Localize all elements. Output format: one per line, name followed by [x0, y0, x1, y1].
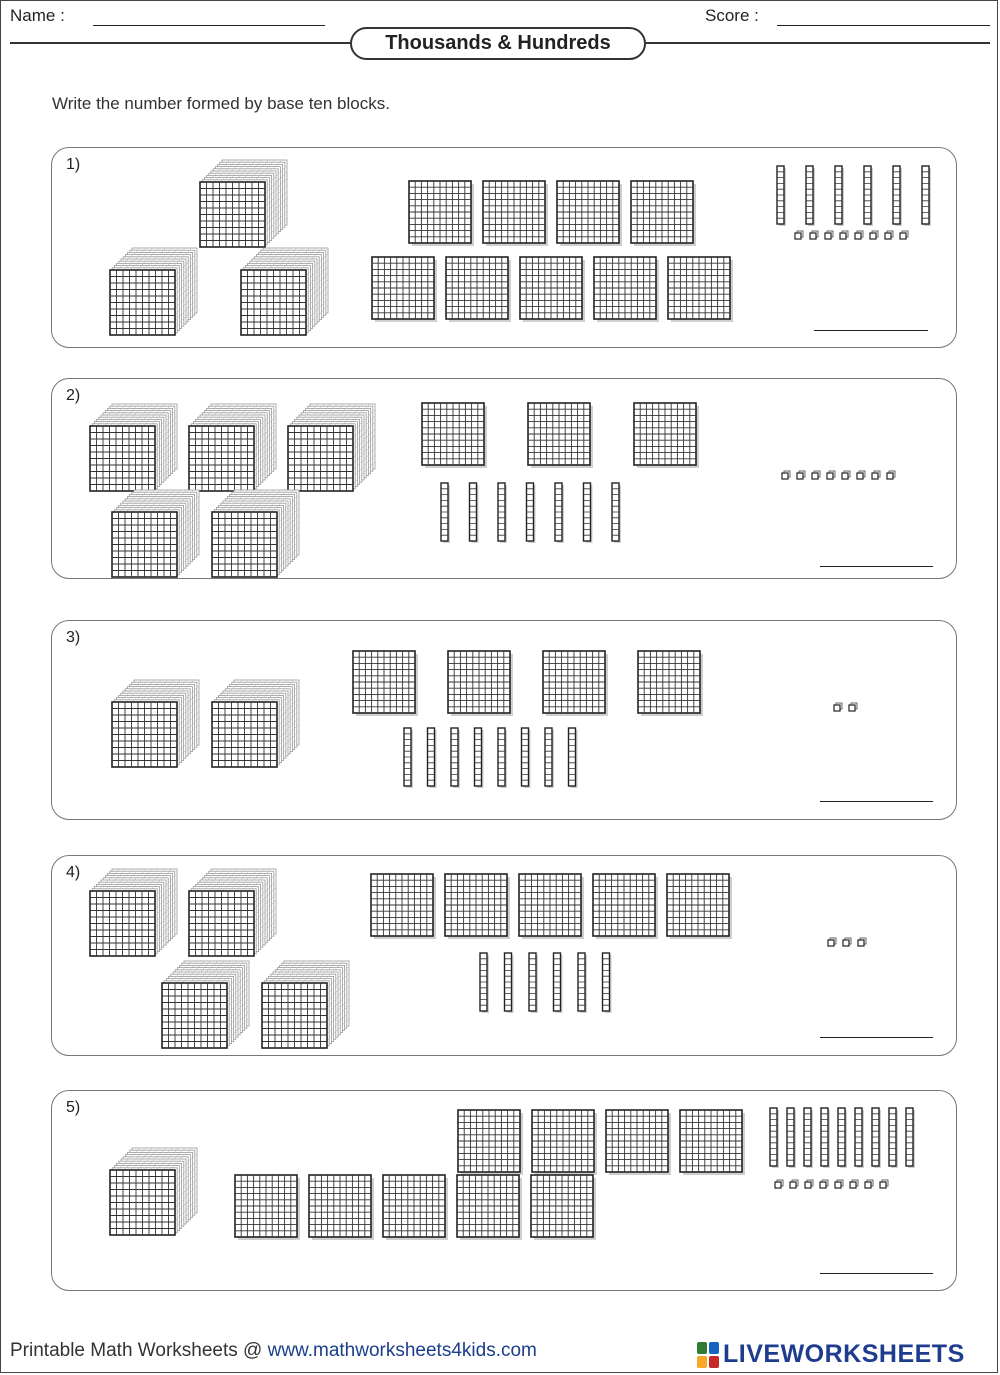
ten-rod: [872, 1108, 881, 1168]
ten-rod: [889, 1108, 898, 1168]
ten-rod: [804, 1108, 813, 1168]
ten-rod: [855, 1108, 864, 1168]
thousand-cube: [200, 160, 287, 247]
hundred-flat: [532, 1110, 597, 1175]
one-unit: [782, 471, 790, 479]
ten-rod: [522, 728, 531, 788]
ten-rod: [922, 166, 931, 226]
one-unit: [865, 1180, 873, 1188]
one-unit: [825, 231, 833, 239]
ten-rod: [821, 1108, 830, 1168]
ten-rod: [906, 1108, 915, 1168]
ten-rod: [545, 728, 554, 788]
one-unit: [843, 938, 851, 946]
footer-credit: [10, 1340, 537, 1362]
hundred-flat: [557, 181, 622, 246]
one-unit: [797, 471, 805, 479]
thousand-cube: [189, 869, 276, 956]
hundred-flat: [483, 181, 548, 246]
one-unit: [870, 231, 878, 239]
ten-rod: [451, 728, 460, 788]
one-unit: [805, 1180, 813, 1188]
ten-rod: [470, 483, 479, 543]
one-unit: [835, 1180, 843, 1188]
thousand-cube: [262, 961, 349, 1048]
one-unit: [810, 231, 818, 239]
instruction-text: Write the number formed by base ten blocks.: [52, 94, 390, 113]
one-unit: [855, 231, 863, 239]
one-unit: [775, 1180, 783, 1188]
hundred-flat: [371, 874, 436, 939]
thousand-cube: [112, 490, 199, 577]
ten-rod: [584, 483, 593, 543]
one-unit: [790, 1180, 798, 1188]
one-unit: [887, 471, 895, 479]
score-label: Score :: [705, 6, 759, 25]
hundred-flat: [445, 874, 510, 939]
hundred-flat: [458, 1110, 523, 1175]
one-unit: [857, 471, 865, 479]
hundred-flat: [668, 257, 733, 322]
hundred-flat: [372, 257, 437, 322]
ten-rod: [498, 728, 507, 788]
liveworksheets-brand-text: LIVEWORKSHEETS: [723, 1340, 965, 1368]
ten-rod: [893, 166, 902, 226]
hundred-flat: [448, 651, 513, 716]
ten-rod: [603, 953, 612, 1013]
ten-rod: [498, 483, 507, 543]
one-unit: [827, 471, 835, 479]
hundred-flat: [667, 874, 732, 939]
thousand-cube: [241, 248, 328, 335]
one-unit: [795, 231, 803, 239]
footer-prefix: Printable Math Worksheets @: [10, 1340, 268, 1361]
ten-rod: [527, 483, 536, 543]
liveworksheets-logo-icon: [697, 1342, 719, 1368]
ten-rod: [612, 483, 621, 543]
thousand-cube: [212, 680, 299, 767]
ten-rod: [578, 953, 587, 1013]
ten-rod: [864, 166, 873, 226]
one-unit: [872, 471, 880, 479]
ten-rod: [475, 728, 484, 788]
hundred-flat: [528, 403, 593, 468]
ten-rod: [480, 953, 489, 1013]
one-unit: [834, 703, 842, 711]
hundred-flat: [520, 257, 585, 322]
hundred-flat: [446, 257, 511, 322]
hundred-flat: [594, 257, 659, 322]
ten-rod: [505, 953, 514, 1013]
hundred-flat: [631, 181, 696, 246]
hundred-flat: [353, 651, 418, 716]
hundred-flat: [235, 1175, 300, 1240]
hundred-flat: [383, 1175, 448, 1240]
hundred-flat: [519, 874, 584, 939]
one-unit: [828, 938, 836, 946]
thousand-cube: [90, 869, 177, 956]
problem-number: 1): [66, 156, 81, 173]
one-unit: [880, 1180, 888, 1188]
problem-number: 3): [66, 629, 81, 646]
ten-rod: [529, 953, 538, 1013]
thousand-cube: [288, 404, 375, 491]
ten-rod: [555, 483, 564, 543]
thousand-cube: [110, 1148, 197, 1235]
one-unit: [858, 938, 866, 946]
problem-number: 2): [66, 387, 81, 404]
ten-rod: [838, 1108, 847, 1168]
one-unit: [885, 231, 893, 239]
ten-rod: [441, 483, 450, 543]
ten-rod: [787, 1108, 796, 1168]
hundred-flat: [543, 651, 608, 716]
hundred-flat: [634, 403, 699, 468]
ten-rod: [770, 1108, 779, 1168]
hundred-flat: [638, 651, 703, 716]
footer-url-link[interactable]: www.mathworksheets4kids.com: [267, 1340, 537, 1361]
hundred-flat: [457, 1175, 522, 1240]
thousand-cube: [189, 404, 276, 491]
ten-rod: [428, 728, 437, 788]
hundred-flat: [593, 874, 658, 939]
thousand-cube: [212, 490, 299, 577]
one-unit: [842, 471, 850, 479]
one-unit: [900, 231, 908, 239]
hundred-flat: [422, 403, 487, 468]
ten-rod: [554, 953, 563, 1013]
one-unit: [849, 703, 857, 711]
hundred-flat: [409, 181, 474, 246]
one-unit: [820, 1180, 828, 1188]
problem-number: 4): [66, 864, 81, 881]
one-unit: [840, 231, 848, 239]
thousand-cube: [162, 961, 249, 1048]
name-label: Name :: [10, 6, 65, 25]
ten-rod: [404, 728, 413, 788]
thousand-cube: [112, 680, 199, 767]
hundred-flat: [606, 1110, 671, 1175]
ten-rod: [777, 166, 786, 226]
one-unit: [812, 471, 820, 479]
hundred-flat: [309, 1175, 374, 1240]
worksheet-title: Thousands & Hundreds: [350, 27, 646, 60]
problem-number: 5): [66, 1099, 81, 1116]
ten-rod: [806, 166, 815, 226]
hundred-flat: [531, 1175, 596, 1240]
ten-rod: [835, 166, 844, 226]
thousand-cube: [90, 404, 177, 491]
thousand-cube: [110, 248, 197, 335]
ten-rod: [569, 728, 578, 788]
one-unit: [850, 1180, 858, 1188]
hundred-flat: [680, 1110, 745, 1175]
